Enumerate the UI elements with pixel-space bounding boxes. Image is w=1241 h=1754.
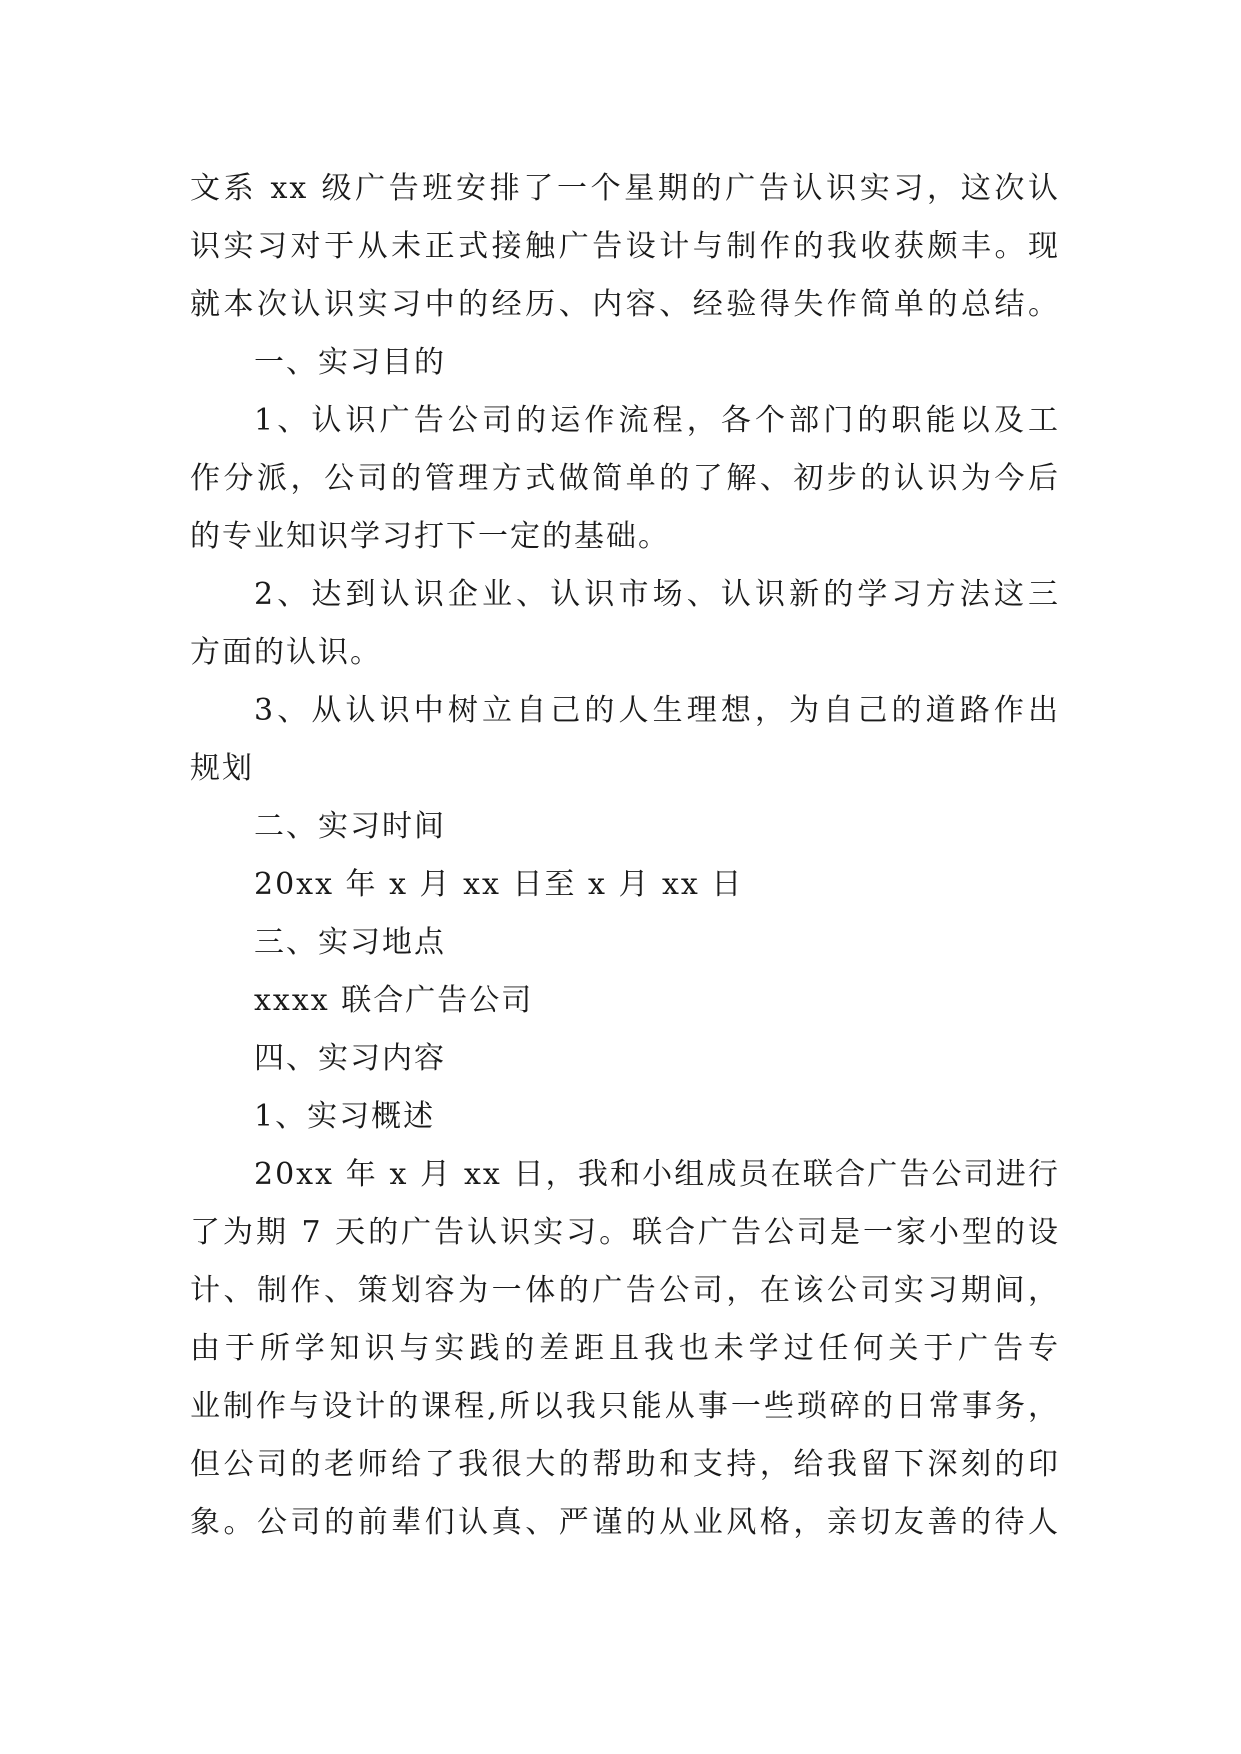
paragraph-line: 象。公司的前辈们认真、严谨的从业风格，亲切友善的待人 [190, 1505, 1060, 1540]
paragraph-line: 了为期 7 天的广告认识实习。联合广告公司是一家小型的设 [190, 1215, 1060, 1250]
paragraph-line: 文系 xx 级广告班安排了一个星期的广告认识实习，这次认 [190, 171, 1060, 206]
paragraph-line: 20xx 年 x 月 xx 日，我和小组成员在联合广告公司进行 [254, 1157, 1060, 1192]
subsection-heading: 1、实习概述 [254, 1099, 436, 1134]
list-item-line: 2、达到认识企业、认识市场、认识新的学习方法这三 [254, 577, 1060, 612]
section-heading: 一、实习目的 [254, 345, 446, 380]
paragraph-line: 由于所学知识与实践的差距且我也未学过任何关于广告专 [190, 1331, 1060, 1366]
section-heading: 三、实习地点 [254, 925, 446, 960]
location-text: xxxx 联合广告公司 [254, 983, 534, 1018]
date-range-text: 20xx 年 x 月 xx 日至 x 月 xx 日 [254, 867, 744, 902]
document-body [190, 160, 1060, 1552]
paragraph-line: 业制作与设计的课程,所以我只能从事一些琐碎的日常事务， [190, 1389, 1060, 1424]
paragraph-line: 方面的认识。 [190, 635, 382, 670]
paragraph-line: 识实习对于从未正式接触广告设计与制作的我收获颇丰。现 [190, 229, 1060, 264]
paragraph-line: 计、制作、策划容为一体的广告公司，在该公司实习期间， [190, 1273, 1060, 1308]
section-heading: 四、实习内容 [254, 1041, 446, 1076]
paragraph-line: 就本次认识实习中的经历、内容、经验得失作简单的总结。 [190, 287, 1060, 322]
section-heading: 二、实习时间 [254, 809, 446, 844]
list-item-line: 3、从认识中树立自己的人生理想，为自己的道路作出 [254, 693, 1060, 728]
paragraph-line: 的专业知识学习打下一定的基础。 [190, 519, 670, 554]
paragraph-line: 但公司的老师给了我很大的帮助和支持，给我留下深刻的印 [190, 1447, 1060, 1482]
paragraph-line: 规划 [190, 751, 254, 786]
list-item-line: 1、认识广告公司的运作流程，各个部门的职能以及工 [254, 403, 1060, 438]
paragraph-line: 作分派，公司的管理方式做简单的了解、初步的认识为今后 [190, 461, 1060, 496]
